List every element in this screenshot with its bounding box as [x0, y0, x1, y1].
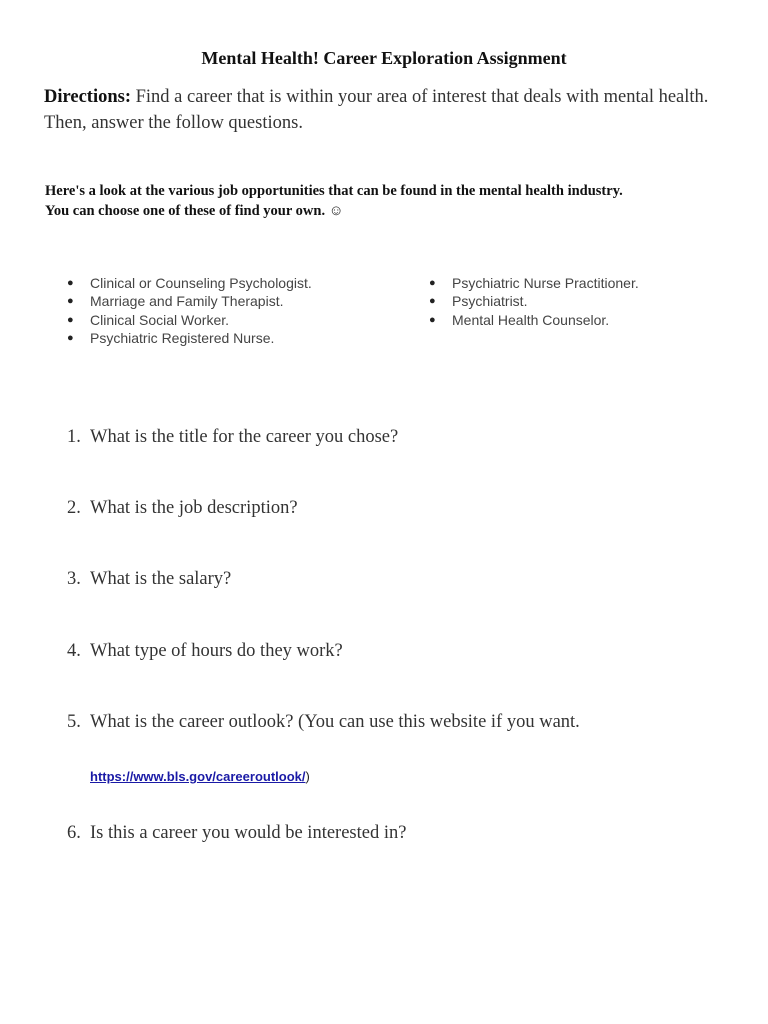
list-item: [67, 311, 312, 329]
intro-paragraph: [45, 181, 745, 221]
question-2: [67, 498, 298, 519]
job-label: Clinical Social Worker.: [90, 311, 230, 328]
bls-career-outlook-link[interactable]: https://www.bls.gov/careeroutlook/: [90, 769, 306, 784]
bullet-icon: ●: [429, 277, 436, 289]
question-text: Is this a career you would be interested in?: [90, 823, 407, 843]
bullet-icon: ●: [67, 295, 74, 308]
bullet-icon: ●: [67, 331, 74, 344]
intro-line-2: You can choose one of these of find your own. ☺: [45, 203, 344, 219]
bullet-icon: ●: [429, 313, 436, 326]
directions-paragraph: [44, 84, 734, 136]
question-4: [67, 641, 343, 662]
question-1: [67, 427, 398, 448]
bullet-icon: ●: [67, 313, 74, 326]
question-number: 6.: [67, 823, 81, 843]
job-label: Psychiatric Nurse Practitioner.: [452, 275, 639, 291]
question-text: What is the job description?: [90, 498, 298, 518]
question-text: What type of hours do they work?: [90, 641, 343, 661]
bullet-icon: ●: [429, 295, 436, 308]
job-list-right: [429, 274, 639, 329]
outlook-link-line: [90, 769, 310, 784]
question-number: 4.: [67, 641, 81, 661]
question-number: 1.: [67, 427, 81, 447]
question-number: 5.: [67, 712, 81, 732]
question-text: What is the title for the career you chose?: [90, 427, 399, 447]
intro-line-1: Here's a look at the various job opportunities that can be found in the mental health industry.: [45, 183, 623, 199]
question-number: 3.: [67, 569, 81, 589]
question-6: [67, 823, 406, 844]
document-title: Mental Health! Career Exploration Assignment: [201, 48, 567, 68]
question-5: [67, 712, 580, 733]
bullet-icon: ●: [67, 277, 74, 289]
list-item: [67, 292, 312, 310]
job-list-left: [67, 274, 312, 347]
list-item: [429, 292, 639, 310]
directions-label: Directions:: [44, 87, 131, 107]
question-3: [67, 569, 231, 590]
job-label: Psychiatrist.: [452, 293, 528, 310]
job-label: Clinical or Counseling Psychologist.: [90, 275, 312, 291]
job-label: Marriage and Family Therapist.: [90, 293, 284, 310]
directions-text: Find a career that is within your area of interest that deals with mental health. Then, answer the follow questions.: [44, 87, 709, 133]
list-item: [67, 274, 312, 292]
link-suffix: ): [305, 769, 310, 784]
list-item: [429, 274, 639, 292]
job-label: Mental Health Counselor.: [452, 311, 610, 328]
job-label: Psychiatric Registered Nurse.: [90, 329, 275, 346]
question-number: 2.: [67, 498, 81, 518]
question-text: What is the salary?: [90, 569, 232, 589]
list-item: [67, 329, 312, 347]
list-item: [429, 311, 639, 329]
question-text: What is the career outlook? (You can use this website if you want.: [90, 712, 580, 732]
